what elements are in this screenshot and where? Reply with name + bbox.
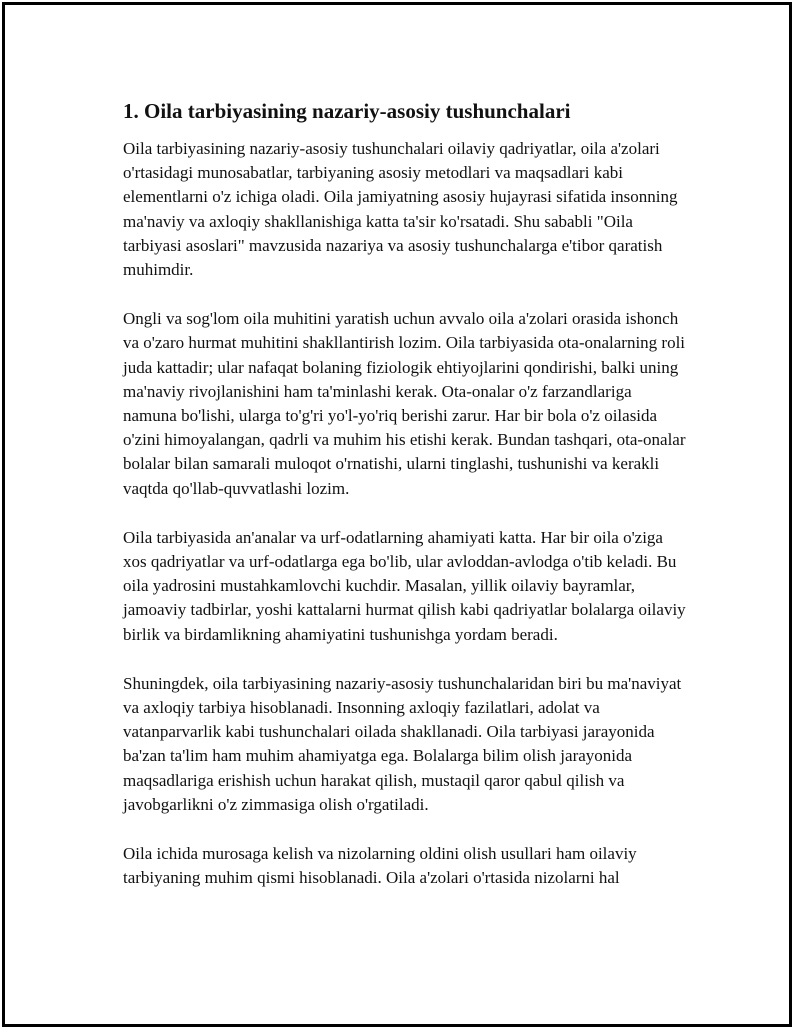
section-heading: 1. Oila tarbiyasining nazariy-asosiy tushunchalari (123, 99, 571, 123)
document-body (123, 97, 689, 915)
page-frame (2, 2, 792, 1027)
paragraph: Oila tarbiyasining nazariy-asosiy tushunchalari oilaviy qadriyatlar, oila a'zolari o'rtasidagi munosabatlar, tarbiyaning asosiy metodlari va maqsadlari kabi elementlarni o'z ichiga oladi. Oila jamiyatning asosiy hujayrasi sifatida insonning ma'naviy va axloqiy shakllanishiga katta ta'sir ko'rsatadi. Shu sababli "Oila tarbiyasi asoslari" mavzusida nazariya va asosiy tushunchalarga e'tibor qaratish muhimdir. (123, 139, 678, 280)
paragraph: Oila tarbiyasida an'analar va urf-odatlarning ahamiyati katta. Har bir oila o'ziga xos qadriyatlar va urf-odatlarga ega bo'lib, ular avloddan-avlodga o'tib keladi. Bu oila yadrosini mustahkamlovchi kuchdir. Masalan, yillik oilaviy bayramlar, jamoaviy tadbirlar, yoshi kattalarni hurmat qilish kabi qadriyatlar bolalarga oilaviy birlik va birdamlikning ahamiyatini tushunishga yordam beradi. (123, 527, 686, 644)
paragraph: Oila ichida murosaga kelish va nizolarning oldini olish usullari ham oilaviy tarbiyaning muhim qismi hisoblanadi. Oila a'zolari o'rtasida nizolarni hal (123, 844, 637, 888)
paragraph: Ongli va sog'lom oila muhitini yaratish uchun avvalo oila a'zolari orasida ishonch va o'zaro hurmat muhitini shakllantirish lozim. Oila tarbiyasida ota-onalarning roli juda kattadir; ular nafaqat bolaning fiziologik ehtiyojlarini qondirishi, balki uning ma'naviy rivojlanishini ham ta'minlashi kerak. Ota-onalar o'z farzandlariga namuna bo'lishi, ularga to'g'ri yo'l-yo'riq berishi zarur. Har bir bola o'z oilasida o'zini himoyalangan, qadrli va muhim his etishi kerak. Bundan tashqari, ota-onalar bolalar bilan samarali muloqot o'rnatishi, ularni tinglashi, tushunishi va kerakli vaqtda qo'llab-quvvatlashi lozim. (123, 309, 686, 498)
paragraph: Shuningdek, oila tarbiyasining nazariy-asosiy tushunchalaridan biri bu ma'naviyat va axloqiy tarbiya hisoblanadi. Insonning axloqiy fazilatlari, adolat va vatanparvarlik kabi tushunchalari oilada shakllanadi. Oila tarbiyasi jarayonida ba'zan ta'lim ham muhim ahamiyatga ega. Bolalarga bilim olish jarayonida maqsadlariga erishish uchun harakat qilish, mustaqil qaror qabul qilish va javobgarlikni o'z zimmasiga olish o'rgatiladi. (123, 673, 682, 814)
